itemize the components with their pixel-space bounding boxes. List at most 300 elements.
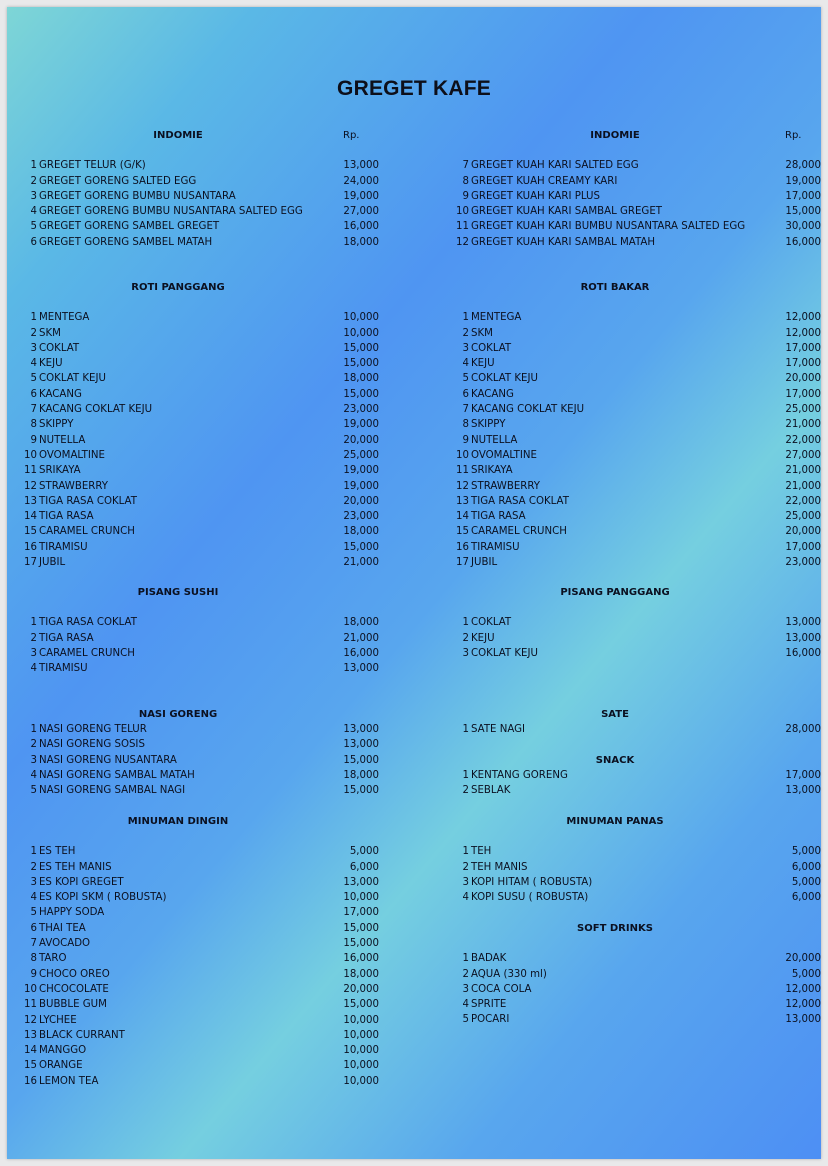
item-number: 1: [30, 617, 37, 629]
menu-item: [23, 783, 379, 798]
item-name: MENTEGA: [39, 312, 90, 324]
item-price: 10,000: [343, 1029, 379, 1041]
section-pisang-sushi: [23, 585, 379, 676]
item-price: 10,000: [343, 1045, 379, 1057]
item-number: 2: [462, 785, 469, 797]
menu-item: [23, 737, 379, 752]
menu-item: [455, 509, 821, 524]
item-name: STRAWBERRY: [471, 480, 540, 492]
item-name: GREGET GORENG BUMBU NUSANTARA: [39, 190, 236, 202]
item-price: 5,000: [349, 846, 379, 858]
item-number: 14: [456, 511, 469, 523]
item-name: LYCHEE: [39, 1014, 77, 1026]
item-price: 25,000: [785, 511, 821, 523]
item-price: 19,000: [343, 480, 379, 492]
item-name: COKLAT KEJU: [471, 373, 538, 385]
section-title: SOFT DRINKS: [577, 923, 653, 934]
item-name: POCARI: [471, 1014, 510, 1026]
menu-item: [23, 753, 379, 768]
section-header: [455, 280, 821, 295]
item-price: 5,000: [791, 968, 821, 980]
item-price: 10,000: [343, 327, 379, 339]
item-number: 1: [462, 770, 469, 781]
item-number: 12: [24, 1014, 37, 1026]
item-number: 6: [462, 388, 469, 400]
item-number: 3: [462, 876, 469, 888]
item-number: 7: [30, 938, 37, 950]
item-price: 19,000: [343, 190, 379, 202]
menu-item: [23, 631, 379, 646]
menu-item: [455, 158, 821, 173]
item-price: 13,000: [343, 160, 379, 172]
item-number: 2: [462, 968, 469, 980]
item-name: SPRITE: [471, 999, 507, 1011]
item-price: 16,000: [785, 647, 821, 659]
item-name: BUBBLE GUM: [39, 999, 107, 1011]
item-price: 20,000: [343, 983, 379, 995]
item-number: 16: [24, 1075, 37, 1087]
item-name: NUTELLA: [39, 434, 86, 446]
item-name: TIGA RASA COKLAT: [471, 495, 569, 507]
menu-item: [455, 997, 821, 1012]
item-price: 21,000: [785, 465, 821, 477]
item-name: SKIPPY: [39, 419, 74, 431]
item-price: 15,000: [343, 388, 379, 400]
item-number: 1: [30, 160, 37, 172]
menu-item: [23, 1074, 379, 1089]
item-name: MENTEGA: [471, 312, 522, 324]
menu-item: [23, 448, 379, 463]
menu-item: [23, 722, 379, 737]
menu-item: [23, 951, 379, 966]
item-price: 23,000: [343, 511, 379, 523]
menu-item: [23, 341, 379, 356]
section-header: [23, 707, 379, 722]
item-price: 24,000: [343, 175, 379, 187]
item-price: 12,000: [785, 983, 821, 995]
menu-item: [455, 310, 821, 325]
item-number: 2: [462, 632, 469, 644]
item-price: 23,000: [343, 404, 379, 416]
menu-item: [23, 524, 379, 539]
menu-item: [455, 204, 821, 219]
menu-item: [23, 905, 379, 920]
menu-item: [23, 768, 379, 783]
item-name: NASI GORENG SAMBAL MATAH: [39, 769, 195, 781]
item-number: 9: [30, 434, 37, 446]
menu-item: [455, 433, 821, 448]
menu-item: [23, 844, 379, 859]
menu-item: [23, 402, 379, 417]
item-price: 13,000: [343, 876, 379, 888]
item-price: 15,000: [343, 754, 379, 766]
item-number: 1: [462, 312, 469, 324]
menu-item: [455, 463, 821, 478]
item-number: 5: [30, 907, 37, 919]
menu-item: [23, 890, 379, 905]
item-price: 20,000: [785, 526, 821, 538]
item-price: 5,000: [791, 876, 821, 888]
item-price: 27,000: [785, 449, 821, 461]
section-title: SNACK: [595, 755, 635, 766]
item-number: 14: [24, 511, 37, 523]
item-number: 1: [462, 953, 469, 965]
item-name: KOPI HITAM ( ROBUSTA): [471, 876, 593, 888]
menu-item: [455, 951, 821, 966]
item-price: 28,000: [785, 160, 821, 172]
menu-item: [455, 555, 821, 570]
item-number: 10: [24, 449, 37, 461]
menu-item: [23, 235, 379, 250]
item-price: 6,000: [791, 861, 821, 873]
section-header: [23, 128, 379, 143]
item-number: 5: [30, 785, 37, 797]
item-number: 8: [30, 953, 37, 965]
item-name: SRIKAYA: [39, 465, 81, 477]
item-price: 16,000: [343, 221, 379, 233]
menu-item: [23, 509, 379, 524]
menu-item: [455, 219, 821, 234]
item-number: 12: [456, 480, 469, 492]
item-name: STRAWBERRY: [39, 480, 108, 492]
item-price: 18,000: [343, 617, 379, 629]
menu-item: [455, 860, 821, 875]
item-name: COCA COLA: [471, 983, 532, 995]
menu-item: [455, 189, 821, 204]
item-price: 22,000: [785, 495, 821, 507]
item-name: ES KOPI GREGET: [39, 876, 124, 888]
item-name: THAI TEA: [39, 922, 86, 934]
menu-item: [455, 356, 821, 371]
item-number: 2: [30, 175, 37, 187]
section-header: [23, 814, 379, 829]
menu-item: [23, 433, 379, 448]
item-name: GREGET GORENG SAMBEL GREGET: [39, 221, 220, 233]
section-title: MINUMAN DINGIN: [127, 816, 229, 827]
item-number: 1: [30, 724, 37, 735]
section-header: [455, 128, 821, 143]
item-name: BADAK: [471, 953, 507, 965]
item-number: 17: [24, 557, 37, 569]
section-sate: [455, 707, 821, 737]
item-price: 13,000: [785, 632, 821, 644]
item-price: 16,000: [343, 647, 379, 659]
item-price: 15,000: [343, 358, 379, 370]
item-number: 8: [462, 419, 469, 431]
item-price: 13,000: [343, 663, 379, 675]
item-price: 15,000: [343, 541, 379, 553]
menu-item: [23, 417, 379, 432]
item-number: 13: [24, 495, 37, 507]
section-pisang-panggang: [455, 585, 821, 661]
item-name: ORANGE: [39, 1060, 83, 1072]
item-number: 7: [462, 404, 469, 416]
menu-item: [455, 844, 821, 859]
item-number: 10: [456, 206, 469, 218]
item-number: 7: [30, 404, 37, 416]
section-title: ROTI BAKAR: [580, 282, 650, 293]
item-price: 18,000: [343, 236, 379, 248]
item-price: 15,000: [343, 922, 379, 934]
item-number: 13: [24, 1029, 37, 1041]
item-name: KEJU: [471, 632, 495, 644]
item-price: 17,000: [343, 907, 379, 919]
item-name: KACANG COKLAT KEJU: [471, 404, 585, 416]
menu-item: [23, 494, 379, 509]
item-name: AQUA (330 ml): [471, 968, 547, 980]
item-name: SRIKAYA: [471, 465, 513, 477]
menu-item: [23, 646, 379, 661]
item-number: 9: [30, 968, 37, 980]
menu-item: [23, 936, 379, 951]
menu-item: [455, 875, 821, 890]
item-price: 20,000: [343, 434, 379, 446]
item-name: OVOMALTINE: [471, 449, 537, 461]
item-price: 27,000: [343, 206, 379, 218]
item-number: 3: [30, 647, 37, 659]
item-price: 17,000: [785, 358, 821, 370]
item-name: GREGET GORENG BUMBU NUSANTARA SALTED EGG: [39, 206, 303, 218]
section-title: PISANG SUSHI: [137, 587, 219, 598]
item-name: COKLAT: [39, 342, 80, 354]
item-name: TIRAMISU: [39, 541, 88, 553]
item-name: NUTELLA: [471, 434, 518, 446]
item-name: COKLAT KEJU: [471, 647, 538, 659]
item-number: 2: [462, 861, 469, 873]
item-price: 12,000: [785, 999, 821, 1011]
section-title: SATE: [601, 709, 629, 720]
menu-item: [455, 371, 821, 386]
item-name: GREGET KUAH KARI BUMBU NUSANTARA SALTED EGG: [471, 221, 746, 233]
item-price: 16,000: [785, 236, 821, 248]
item-name: ES TEH: [39, 846, 76, 858]
menu-item: [23, 219, 379, 234]
menu-item: [23, 540, 379, 555]
item-name: COKLAT KEJU: [39, 373, 106, 385]
section-indomie-left: [23, 128, 379, 250]
item-name: CHCOCOLATE: [39, 983, 109, 995]
item-price: 19,000: [343, 465, 379, 477]
item-name: NASI GORENG TELUR: [39, 724, 147, 735]
menu-item: [455, 615, 821, 630]
menu-item: [23, 982, 379, 997]
item-number: 14: [24, 1045, 37, 1057]
item-number: 13: [456, 495, 469, 507]
section-title: INDOMIE: [153, 130, 203, 141]
item-price: 21,000: [343, 632, 379, 644]
item-number: 6: [30, 388, 37, 400]
item-number: 16: [24, 541, 37, 553]
section-header: [455, 814, 821, 829]
item-name: TIRAMISU: [471, 541, 520, 553]
item-number: 2: [30, 632, 37, 644]
item-price: 18,000: [343, 373, 379, 385]
item-number: 2: [30, 861, 37, 873]
menu-item: [455, 479, 821, 494]
item-number: 4: [30, 663, 37, 675]
item-number: 11: [456, 221, 469, 233]
item-price: 6,000: [791, 892, 821, 904]
currency-label: Rp.: [343, 130, 360, 141]
item-price: 21,000: [343, 557, 379, 569]
section-soft-drinks: [455, 921, 821, 1028]
item-name: SKM: [471, 327, 493, 339]
item-name: ES KOPI SKM ( ROBUSTA): [39, 892, 167, 904]
item-price: 23,000: [785, 557, 821, 569]
item-price: 13,000: [343, 724, 379, 735]
item-name: TIGA RASA COKLAT: [39, 617, 137, 629]
section-header: [455, 753, 821, 768]
section-title: ROTI PANGGANG: [131, 282, 225, 293]
menu-item: [455, 235, 821, 250]
menu-item: [23, 310, 379, 325]
item-price: 13,000: [343, 739, 379, 751]
item-price: 10,000: [343, 892, 379, 904]
item-name: KACANG: [39, 388, 82, 400]
item-price: 10,000: [343, 1060, 379, 1072]
item-name: AVOCADO: [39, 938, 91, 950]
item-name: CARAMEL CRUNCH: [39, 647, 135, 659]
item-name: TIGA RASA: [39, 511, 94, 523]
item-price: 19,000: [343, 419, 379, 431]
item-number: 4: [462, 892, 469, 904]
menu-item: [23, 1028, 379, 1043]
item-price: 25,000: [785, 404, 821, 416]
menu-item: [23, 174, 379, 189]
page-title: GREGET KAFE: [337, 77, 491, 100]
section-minuman-dingin: [23, 814, 379, 1089]
menu-item: [23, 967, 379, 982]
menu-item: [455, 1012, 821, 1027]
menu-item: [23, 1058, 379, 1073]
item-name: TIGA RASA: [471, 511, 526, 523]
menu-item: [23, 555, 379, 570]
item-price: 15,000: [343, 999, 379, 1011]
menu-item: [23, 1013, 379, 1028]
item-number: 3: [462, 647, 469, 659]
item-name: COKLAT: [471, 342, 512, 354]
section-title: NASI GORENG: [138, 709, 218, 720]
item-name: MANGGO: [39, 1045, 87, 1057]
menu-item: [23, 479, 379, 494]
item-number: 11: [24, 465, 37, 477]
section-header: [455, 585, 821, 600]
item-name: GREGET KUAH KARI SAMBAL MATAH: [471, 236, 656, 248]
section-nasi-goreng: [23, 707, 379, 798]
currency-label: Rp.: [785, 130, 802, 141]
item-price: 20,000: [343, 495, 379, 507]
item-number: 5: [30, 373, 37, 385]
menu-item: [23, 204, 379, 219]
item-name: OVOMALTINE: [39, 449, 105, 461]
item-name: GREGET KUAH KARI PLUS: [471, 190, 600, 202]
menu-item: [23, 1043, 379, 1058]
item-number: 2: [462, 327, 469, 339]
menu-item: [23, 860, 379, 875]
item-number: 15: [24, 1060, 37, 1072]
menu-item: [23, 387, 379, 402]
section-header: [23, 280, 379, 295]
item-name: GREGET KUAH KARI SAMBAL GREGET: [471, 206, 662, 218]
item-price: 15,000: [785, 206, 821, 218]
item-number: 1: [462, 724, 469, 735]
menu-page: [7, 7, 821, 1159]
item-number: 3: [30, 876, 37, 888]
menu-item: [23, 921, 379, 936]
section-header: [455, 707, 821, 722]
item-name: CARAMEL CRUNCH: [39, 526, 135, 538]
menu-item: [455, 402, 821, 417]
item-price: 17,000: [785, 342, 821, 354]
item-price: 18,000: [343, 769, 379, 781]
item-number: 9: [462, 434, 469, 446]
item-name: GREGET KUAH KARI SALTED EGG: [471, 160, 639, 172]
menu-item: [23, 463, 379, 478]
item-number: 9: [462, 190, 469, 202]
item-name: KEJU: [471, 358, 495, 370]
item-price: 19,000: [785, 175, 821, 187]
item-number: 1: [462, 617, 469, 629]
menu-item: [23, 615, 379, 630]
menu-item: [455, 783, 821, 798]
item-name: NASI GORENG SOSIS: [39, 739, 145, 751]
item-number: 12: [24, 480, 37, 492]
item-price: 13,000: [785, 785, 821, 797]
item-name: TEH MANIS: [471, 861, 528, 873]
item-price: 28,000: [785, 724, 821, 735]
item-price: 20,000: [785, 953, 821, 965]
item-price: 18,000: [343, 526, 379, 538]
menu-item: [23, 997, 379, 1012]
item-price: 21,000: [785, 480, 821, 492]
item-name: NASI GORENG NUSANTARA: [39, 754, 177, 766]
item-price: 10,000: [343, 1014, 379, 1026]
item-price: 17,000: [785, 541, 821, 553]
menu-item: [455, 387, 821, 402]
item-name: LEMON TEA: [39, 1075, 99, 1087]
item-name: SEBLAK: [471, 785, 511, 797]
item-number: 4: [30, 892, 37, 904]
item-name: BLACK CURRANT: [39, 1029, 125, 1041]
item-price: 16,000: [343, 953, 379, 965]
item-number: 4: [30, 206, 37, 218]
menu-item: [23, 189, 379, 204]
item-name: CARAMEL CRUNCH: [471, 526, 567, 538]
item-price: 15,000: [343, 342, 379, 354]
item-price: 15,000: [343, 938, 379, 950]
item-price: 30,000: [785, 221, 821, 233]
item-number: 7: [462, 160, 469, 172]
item-price: 17,000: [785, 388, 821, 400]
menu-item: [455, 326, 821, 341]
item-number: 15: [24, 526, 37, 538]
item-name: GREGET KUAH CREAMY KARI: [471, 175, 618, 187]
item-number: 6: [30, 236, 37, 248]
item-number: 8: [30, 419, 37, 431]
section-snack: [455, 753, 821, 799]
item-number: 4: [30, 769, 37, 781]
item-number: 5: [462, 373, 469, 385]
menu-item: [455, 890, 821, 905]
section-minuman-panas: [455, 814, 821, 905]
item-price: 6,000: [349, 861, 379, 873]
menu-item: [23, 326, 379, 341]
item-number: 4: [462, 358, 469, 370]
item-price: 5,000: [791, 846, 821, 858]
menu-item: [455, 174, 821, 189]
item-price: 10,000: [343, 312, 379, 324]
item-number: 3: [30, 342, 37, 354]
